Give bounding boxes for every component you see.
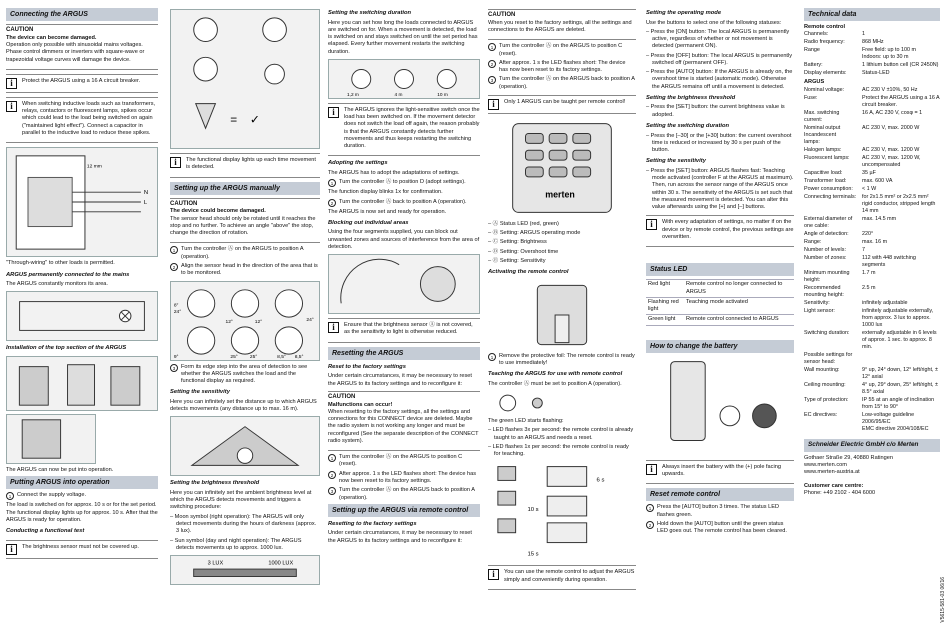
heading-functional-test: Conducting a functional test — [6, 528, 85, 535]
company-title: Schneider Electric GmbH c/o Merten — [804, 439, 940, 451]
step-text: Turn the controller Ⓐ on the ARGUS to position A (operation). — [181, 246, 304, 260]
list-item: – Press the [SET] button: ARGUS flashes fast: Teaching mode activated (controller F at the ARGUS at maximum). Then, run across the sensor range of the ARGUS once within 30 s. The sensitivity of the ARGUS is set such that the measured movement is detected. You can alter this value afterwards using the [+] and [–] buttons. — [646, 168, 794, 212]
svg-text:L: L — [143, 200, 148, 207]
steps-figure — [170, 9, 320, 149]
svg-text:10 m: 10 m — [437, 92, 448, 98]
spec-value: 1 lithium button cell (CR 2450N) — [862, 62, 939, 69]
spec-label: Fluorescent lamps: — [804, 154, 850, 161]
spec-value: AC 230 V, max. 1200 W — [862, 146, 920, 153]
table-cell: Remote control no longer connected to ARGUS — [684, 280, 794, 298]
spec-label: Radio frequency: — [804, 39, 845, 46]
spec-label: Halogen lamps: — [804, 146, 842, 153]
step-number: 3 — [170, 364, 178, 372]
table-cell: Teaching mode activated — [684, 297, 794, 315]
heading-duration: Setting the switching duration — [328, 10, 412, 16]
caution-box — [6, 24, 158, 70]
step-number: 1 — [328, 179, 336, 187]
svg-text:12 mm: 12 mm — [86, 164, 102, 170]
info-note — [328, 103, 480, 157]
svg-text:10 s: 10 s — [527, 507, 539, 514]
step-text: Turn the controller Ⓐ on the ARGUS back to position A (operation). — [499, 76, 635, 90]
step — [170, 364, 320, 386]
column-remote-settings — [646, 6, 794, 626]
heading-reset-factory: Reset to the factory settings — [328, 363, 406, 370]
step-number: 2 — [646, 521, 654, 529]
step-text: Remove the protective foil: The remote control is ready to use immediately! — [499, 352, 635, 367]
spec-label: Angle of detection: — [804, 231, 849, 238]
heading-adopt: Adopting the settings — [328, 160, 388, 167]
step — [488, 60, 636, 75]
lux-figure — [170, 555, 320, 585]
svg-text:6 s: 6 s — [596, 477, 605, 484]
spec-value: < 1 W — [862, 185, 877, 192]
text-green-led: The green LED starts flashing: — [488, 418, 564, 425]
install-figure — [6, 356, 158, 411]
table-row — [646, 315, 794, 325]
step-text: Turn the controller Ⓐ on the ARGUS to position C (reset). — [339, 454, 463, 468]
info-text: Only 1 ARGUS can be taught per remote control! — [504, 98, 626, 105]
text-remote-reset: Under certain circumstances, it may be necessary to reset the ARGUS to its factory settings and to reconfigure it: — [328, 530, 472, 544]
list-item: – Press the [OFF] button: The local ARGUS is permanently switched off (permanent OFF). — [646, 53, 794, 68]
step — [488, 76, 636, 91]
caution-box — [170, 198, 320, 244]
step-text: Turn the controller Ⓐ back to position A (operation). — [339, 198, 467, 205]
text-reset: Under certain circumstances, it may be necessary to reset the ARGUS to its factory settings and to reconfigure it: — [328, 373, 472, 387]
step-text: Turn the controller Ⓐ on the ARGUS back to position A (operation). — [339, 487, 475, 501]
info-text: Protect the ARGUS using a 16 A circuit breaker. — [22, 77, 141, 84]
caution-text: Operation only possible with sinusoidal mains voltages. Phase control dimmers or inverters with square-wave or trapezoidal voltage curves will damage the device. — [6, 42, 145, 63]
spec-label: Light sensor: — [804, 308, 835, 315]
spec-label: Minimum mounting height: — [804, 270, 850, 284]
step-text: After approx. 1 s the LED flashes short: The device has now been reset to its factory settings. — [499, 59, 626, 74]
sensitivity-list — [646, 168, 794, 212]
step-number: 1 — [328, 454, 336, 462]
svg-text:8°: 8° — [173, 302, 179, 308]
text-block: Using the four segments supplied, you can block out unwanted zones and sources of interference from the area of detection. — [328, 229, 480, 250]
spec-value: max. 16 m — [862, 239, 888, 246]
info-note — [6, 74, 158, 93]
info-note — [646, 215, 794, 247]
remote-specs — [804, 31, 940, 77]
spec-label: Display elements: — [804, 70, 847, 77]
info-icon: i — [6, 544, 17, 555]
heading-sensitivity: Setting the sensitivity — [646, 158, 706, 165]
step — [328, 179, 480, 187]
spec-label: Wall mounting: — [804, 367, 840, 374]
brightness-list — [646, 104, 794, 119]
table-row — [646, 280, 794, 298]
info-icon: i — [328, 107, 339, 118]
svg-text:1,2 m: 1,2 m — [347, 92, 359, 98]
heading-remote: Remote control — [804, 24, 846, 31]
text-ready: The ARGUS is now set and ready for operation. — [328, 208, 447, 215]
svg-text:24°: 24° — [306, 317, 314, 323]
spec-value: infinitely adjustable — [862, 300, 908, 307]
spec-label: Number of zones: — [804, 255, 847, 262]
step-text: Connect the supply voltage. — [17, 492, 87, 499]
caution-subtitle: Malfunctions can occur! — [328, 401, 393, 408]
column-remote — [488, 6, 636, 626]
step-number: 1 — [170, 246, 178, 254]
step-text: Turn the controller Ⓐ on the ARGUS to position C (reset). — [499, 43, 623, 57]
section-title-technical: Technical data — [804, 8, 940, 21]
remote-legend — [488, 221, 636, 265]
spec-value: 7 — [862, 247, 865, 254]
spec-value: IP 55 at an angle of inclination from 15° to 90° — [862, 397, 935, 411]
svg-text:9°: 9° — [173, 354, 179, 360]
spec-value: max. 600 VA — [862, 177, 893, 184]
address-line: Gothaer Straße 29, 40880 Ratingen — [804, 454, 893, 461]
info-text: Ensure that the brightness sensor Ⓐ is not covered, as the sensitivity to light is otherwise reduced. — [344, 322, 473, 336]
caution-subtitle: The device can become damaged. — [6, 34, 97, 41]
step — [170, 263, 320, 278]
svg-text:15 s: 15 s — [527, 551, 539, 558]
svg-text:4 m: 4 m — [394, 92, 403, 98]
text-brightness: Here you can infinitely set the ambient brightness level at which the ARGUS detects movements and triggers a switching procedure: — [170, 489, 312, 511]
spec-value — [862, 352, 940, 366]
spec-value: 112 with 448 switching segments — [862, 255, 916, 269]
step — [488, 43, 636, 58]
list-item: – Press the [SET] button: the current brightness value is adopted. — [646, 104, 794, 119]
info-text: Always insert the battery with the (+) pole facing upwards. — [662, 463, 781, 478]
section-title-reset-remote: Reset remote control — [646, 488, 794, 501]
section-title-operation: Putting ARGUS into operation — [6, 476, 158, 489]
spec-value: 868 MHz — [862, 39, 884, 46]
spec-label: Connecting terminals: — [804, 193, 857, 200]
info-icon: i — [488, 569, 499, 580]
install-figure-2 — [6, 414, 96, 464]
list-item: – Press the [AUTO] button: If the ARGUS is already on, the overshoot time is started (automatic mode). Otherwise the ARGUS remains off until a movement is detected. — [646, 69, 794, 91]
text-duration: Here you can set how long the loads connected to ARGUS are switched on for. When a movement is detected, the load is switched on and stays switched on until the set period has elapsed. Every further movement restarts the switching duration. — [328, 19, 478, 55]
info-note — [328, 318, 480, 343]
caution-title: CAUTION — [170, 200, 198, 207]
spec-value: infinitely adjustable externally, from approx. 3 lux to approx. 1000 lux — [862, 308, 934, 329]
spec-value: 220° — [862, 231, 874, 238]
step-number: 1 — [488, 43, 496, 51]
step-text: Align the sensor head in the direction of the area that is to be monitored. — [181, 263, 318, 277]
info-note — [6, 97, 158, 143]
legend-item: – Ⓒ Setting: Brightness — [488, 239, 636, 246]
website-link[interactable]: www.merten.com — [804, 462, 847, 469]
svg-text:✓: ✓ — [249, 112, 260, 127]
battery-figure — [646, 356, 794, 456]
text-teach: The controller Ⓐ must be set to position A (operation). — [488, 380, 622, 387]
list-item: – Sun symbol (day and night operation): The ARGUS detects movements up to approx. 1000 lux. — [170, 538, 320, 553]
spec-value: externally adjustable in 6 levels of approx. 1 sec. to approx. 8 min. — [862, 330, 937, 351]
spec-label: Channels: — [804, 31, 829, 38]
heading-teach: Teaching the ARGUS for use with remote control — [488, 371, 623, 378]
heading-brightness: Setting the brightness threshold — [646, 94, 736, 101]
spec-label: Sensitivity: — [804, 300, 830, 307]
caution-text: When resetting to the factory settings, all the settings and connections for this CONNECT device are deleted. Maybe the radio system is not working any longer and must be reconfigured (See the separate description of the CONNECT radio system). — [328, 408, 479, 444]
section-title-connecting: Connecting the ARGUS — [6, 8, 158, 21]
heading-permanent: ARGUS permanently connected to the mains — [6, 271, 130, 278]
info-text: You can use the remote control to adjust the ARGUS simply and conveniently during operation. — [504, 569, 635, 583]
svg-text:merten: merten — [545, 189, 575, 200]
caution-text: When you reset to the factory settings, all the settings and connections to the ARGUS are deleted. — [488, 19, 632, 34]
step-text: Hold down the [AUTO] button until the green status LED goes out. The remote control has been cleared. — [657, 520, 787, 535]
caution-title: CAUTION — [6, 27, 34, 34]
step-text: Turn the controller Ⓐ to position D (adopt settings). — [339, 179, 466, 186]
spec-value: 9° up, 24° down, 12° left/right, ± 12° axial — [862, 367, 938, 381]
spec-value: Protect the ARGUS using a 16 A circuit breaker. — [862, 94, 940, 108]
text-ready: The ARGUS can now be put into operation. — [6, 466, 114, 473]
caution-box — [328, 391, 480, 451]
green-led-list — [488, 427, 636, 458]
info-icon: i — [488, 99, 499, 110]
spec-label: Nominal output Incandescent lamps: — [804, 124, 841, 145]
legend-item: – Ⓔ Setting: Sensitivity — [488, 258, 636, 265]
info-text: When switching inductive loads such as transformers, relays, contactors or fluorescent lamps, spikes occur which could lead to the load being switched on again ("maintained light effect"). Connect a capacitor in parallel to the inductive load to reduce these spikes. — [22, 100, 156, 137]
table-cell: Remote control connected to ARGUS — [684, 315, 794, 325]
svg-text:8,5°: 8,5° — [277, 354, 286, 360]
list-item: – Press the [–30] or the [+30] button: the current overshoot time is reduced or increased by 30 s per push of the button. — [646, 133, 794, 155]
list-item: – Press the [ON] button: The local ARGUS is permanently active, regardless of whether or not movement is detected (permanent ON). — [646, 29, 794, 51]
step — [328, 454, 480, 469]
info-note — [6, 540, 158, 559]
info-text: The brightness sensor must not be covered up. — [22, 543, 139, 550]
text-sensitivity: Here you can infinitely set the distance up to which ARGUS detects movements (any distance up to max. 16 m). — [170, 398, 317, 413]
step-number: 2 — [170, 263, 178, 271]
svg-text:24°: 24° — [173, 309, 182, 315]
column-manual — [170, 6, 320, 626]
step — [328, 199, 480, 207]
table-cell: Green light — [646, 315, 684, 325]
info-note — [646, 460, 794, 485]
info-icon: i — [646, 464, 657, 475]
spec-label: Transformer load: — [804, 177, 847, 184]
info-text: The ARGUS ignores the light-sensitive switch once the load has been switched on. If the movement detector does not switch the load off again, the reason probably is that the ARGUS constantly detects further movements and thus keeps restarting the switching duration. — [344, 106, 480, 150]
spec-label: Number of levels: — [804, 247, 846, 254]
info-icon: i — [170, 157, 181, 168]
spec-label: Battery: — [804, 62, 823, 69]
column-technical — [804, 6, 940, 626]
section-title-manual: Setting up the ARGUS manually — [170, 182, 320, 195]
remote-control-figure — [488, 118, 636, 218]
spec-label: Possible settings for sensor head: — [804, 352, 853, 366]
step — [488, 353, 636, 368]
caution-text: The sensor head should only be rotated until it reaches the stop and no further. To achieve an angle "above" the stop, change the direction of rotation. — [170, 215, 316, 237]
spec-value: 2.5 m — [862, 285, 876, 292]
column-settings — [328, 6, 480, 626]
heading-argus: ARGUS — [804, 79, 825, 86]
teach-steps-figure — [488, 461, 636, 561]
list-item: – LED flashes 3x per second: the remote control is already taught to an ARGUS and needs a reset. — [488, 427, 636, 442]
teach-figure — [488, 391, 636, 415]
spec-value: max. 14.5 mm — [862, 215, 897, 222]
text-operation: The load is switched on for approx. 10 s or for the set period. The functional display lights up for approx. 10 s. After that the ARGUS is ready for operation. — [6, 502, 158, 523]
activate-figure — [488, 280, 636, 350]
duration-figure — [328, 59, 480, 99]
spec-label: External diameter of one cable: — [804, 215, 853, 229]
spec-label: Switching duration: — [804, 330, 850, 337]
wiring-figure — [6, 147, 158, 257]
step — [646, 521, 794, 536]
spec-label: Range — [804, 47, 820, 54]
step-number: 2 — [328, 199, 336, 207]
spec-label: Max. switching current: — [804, 109, 840, 123]
sensitivity-figure — [170, 416, 320, 476]
step — [328, 487, 480, 502]
column-connecting — [6, 6, 158, 626]
spec-value: 1.7 m — [862, 270, 876, 277]
spec-label: Nominal voltage: — [804, 86, 845, 93]
svg-text:N: N — [143, 190, 149, 197]
info-text: The functional display lights up each time movement is detected. — [186, 157, 316, 171]
caution-box — [488, 9, 636, 40]
table-row — [646, 297, 794, 315]
list-item: – Moon symbol (right operation): The ARGUS will only detect movements during the hours of darkness (approx. 3 lux). — [170, 514, 320, 536]
caution-title: CAUTION — [488, 12, 516, 18]
spec-label: Power consumption: — [804, 185, 853, 192]
step-text: After approx. 1 s the LED flashes short: The device has now been reset to its factory settings. — [339, 470, 477, 484]
section-title-reset: Resetting the ARGUS — [328, 347, 480, 360]
svg-text:=: = — [230, 112, 238, 127]
svg-text:1000 LUX: 1000 LUX — [268, 560, 294, 567]
step-text: Form its edge step into the area of detection to see whether the ARGUS switches the load and the functional display as required. — [181, 363, 308, 385]
svg-text:25°: 25° — [249, 354, 258, 360]
step — [170, 246, 320, 261]
spec-label: Fuse: — [804, 94, 818, 101]
spec-value: AC 230 V, max. 1200 W, uncompensated — [862, 154, 921, 168]
block-figure — [328, 254, 480, 314]
legend-item: – Ⓓ Setting: Overshoot time — [488, 249, 636, 256]
info-text: With every adaptation of settings, no matter if on the device or by remote control, the previous settings are overwritten. — [662, 219, 794, 240]
spec-value: 16 A, AC 230 V, cosφ = 1 — [862, 109, 923, 116]
step — [6, 492, 158, 500]
circuit-figure — [6, 291, 158, 341]
spec-value: 35 µF — [862, 169, 876, 176]
spec-value: 4° up, 29° down, 25° left/right, ± 8.5° axial — [862, 382, 938, 396]
text-mode: Use the buttons to select one of the following statuses: — [646, 19, 782, 26]
list-item: – LED flashes 1x per second: the remote control is ready for teaching. — [488, 444, 636, 459]
heading-mode: Setting the operating mode — [646, 10, 722, 16]
svg-text:3 LUX: 3 LUX — [207, 560, 224, 567]
step-number: 1 — [6, 492, 14, 500]
svg-text:8,5°: 8,5° — [294, 354, 304, 360]
brightness-list — [170, 514, 320, 552]
section-title-battery: How to change the battery — [646, 340, 794, 353]
spec-label: Recommended mounting height: — [804, 285, 844, 299]
spec-value: for 2x1.5 mm² or 2x2.5 mm² rigid conductor, stripped length 14 mm — [862, 193, 936, 214]
phone-number: Phone: +49 2102 - 404 6000 — [804, 489, 876, 496]
step-number: 3 — [488, 76, 496, 84]
duration-list — [646, 133, 794, 155]
table-cell: Flashing red light — [646, 297, 684, 315]
text-adopt: The ARGUS has to adopt the adaptations of settings. — [328, 169, 460, 176]
table-cell: Red light — [646, 280, 684, 298]
spec-label: Ceiling mounting: — [804, 382, 846, 389]
heading-brightness: Setting the brightness threshold — [170, 480, 260, 487]
document-id: V5615-581-03 06/16 — [939, 577, 946, 623]
heading-duration: Setting the switching duration — [646, 122, 730, 129]
spec-value: Low-voltage guideline 2006/95/EC EMC directive 2004/108/EC — [862, 412, 929, 433]
step-number: 1 — [488, 353, 496, 361]
mode-list — [646, 29, 794, 91]
status-led-table — [646, 279, 794, 325]
step-number: 3 — [328, 487, 336, 495]
svg-text:12°: 12° — [254, 319, 263, 325]
spec-value: Status-LED — [862, 70, 890, 77]
step-text: Press the [AUTO] button 3 times. The status LED flashes green. — [657, 504, 779, 518]
spec-value: AC 230 V ±10%, 50 Hz — [862, 86, 918, 93]
text-confirm: The function display blinks 1x for confirmation. — [328, 189, 443, 196]
spec-label: Range: — [804, 239, 822, 246]
heading-remote-reset: Resetting to the factory settings — [328, 520, 417, 527]
section-title-remote: Setting up the ARGUS via remote control — [328, 504, 480, 517]
spec-value: 1 — [862, 31, 865, 38]
text-permanent: The ARGUS constantly monitors its area. — [6, 281, 108, 288]
info-icon: i — [646, 219, 657, 230]
website-link[interactable]: www.merten-austria.at — [804, 469, 860, 476]
step-number: 1 — [646, 504, 654, 512]
info-icon: i — [328, 322, 339, 333]
spec-label: Capacitive load: — [804, 169, 843, 176]
spec-label: EC directives: — [804, 412, 838, 419]
svg-text:25°: 25° — [230, 354, 238, 360]
caution-subtitle: The device could become damaged. — [170, 208, 266, 215]
heading-activate: Activating the remote control — [488, 269, 569, 276]
argus-specs — [804, 87, 940, 434]
info-note — [170, 153, 320, 178]
section-title-status-led: Status LED — [646, 263, 794, 276]
step — [646, 504, 794, 519]
angle-figure — [170, 281, 320, 361]
heading-top-section: Installation of the top section of the ARGUS — [6, 345, 127, 352]
info-icon: i — [6, 101, 17, 112]
legend-item: – Ⓑ Setting: ARGUS operating mode — [488, 230, 636, 237]
step — [328, 471, 480, 486]
legend-item: – Ⓐ Status LED (red, green) — [488, 221, 636, 228]
spec-value: Free field: up to 100 m Indoors: up to 30 m — [862, 47, 916, 61]
step-number: 2 — [488, 60, 496, 68]
heading-care: Customer care centre: — [804, 482, 864, 489]
heading-sensitivity: Setting the sensitivity — [170, 389, 230, 396]
info-note — [488, 95, 636, 114]
caution-title: CAUTION — [328, 393, 356, 400]
spec-label: Type of protection: — [804, 397, 849, 404]
info-note — [488, 565, 636, 590]
spec-value: AC 230 V, max. 2000 W — [862, 124, 920, 131]
heading-block: Blocking out individual areas — [328, 219, 409, 226]
step-number: 2 — [328, 471, 336, 479]
note-through-wiring: "Through-wiring" to other loads is permitted. — [6, 260, 115, 267]
info-icon: i — [6, 78, 17, 89]
svg-text:12°: 12° — [225, 319, 233, 325]
